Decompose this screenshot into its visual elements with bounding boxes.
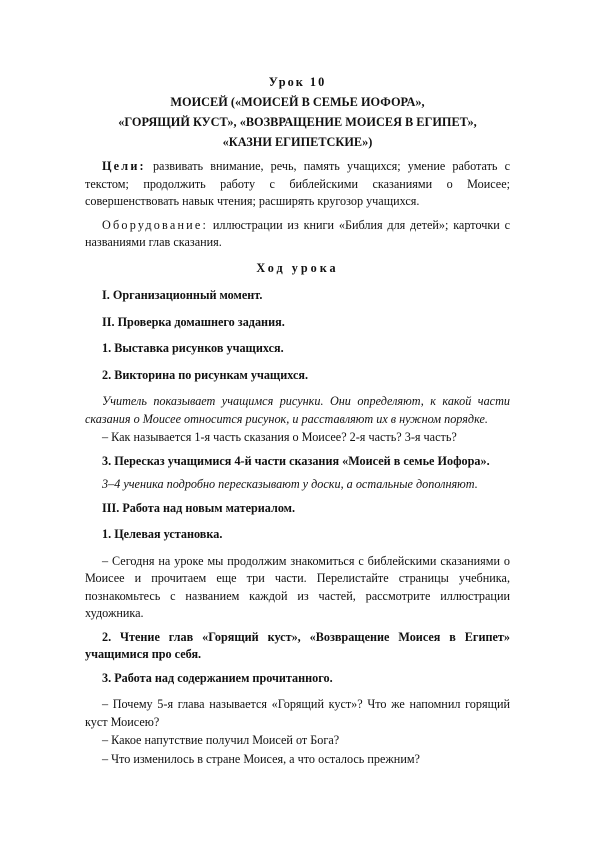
lesson-number: Урок 10 (268, 75, 327, 89)
section-2-2-note: Учитель показывает учащимся рисунки. Они определяют, к какой части сказания о Моисее относится рисунок, и расставляют их в нужном порядке. (85, 394, 510, 426)
section-2-2-heading: 2. Викторина по рисункам учащихся. (102, 367, 309, 382)
section-3-1-heading: 1. Целевая установка. (102, 527, 223, 541)
title-line-2: «ГОРЯЩИЙ КУСТ», «ВОЗВРАЩЕНИЕ МОИСЕЯ В ЕГИПЕТ», (118, 115, 477, 129)
equipment-label: Оборудование: (102, 217, 209, 232)
question-3: – Что изменилось в стране Моисея, а что осталось прежним? (102, 751, 420, 766)
section-3-2-heading: 2. Чтение глав «Горящий куст», «Возвращение Моисея в Египет» учащимися про себя. (85, 629, 510, 661)
section-2-3-heading: 3. Пересказ учащимися 4-й части сказания «Моисей в семье Иофора». (102, 453, 490, 468)
section-2-3-note: 3–4 ученика подробно пересказывают у доски, а остальные дополняют. (102, 477, 478, 491)
question-1: – Почему 5-я глава называется «Горящий куст»? Что же напомнил горящий куст Моисею? (85, 697, 510, 729)
goals-label: Цели: (102, 159, 146, 173)
goals-text: развивать внимание, речь, память учащихся; умение работать с текстом; продолжить работу с библейскими сказаниями о Моисее; совершенствовать навык чтения; расширять кругозор учащихся. (85, 159, 511, 208)
lesson-title-block (90, 72, 505, 152)
equipment-paragraph (85, 217, 510, 252)
question-2: – Какое напутствие получил Моисей от Бога? (102, 733, 340, 747)
course-heading: Ход урока (256, 260, 339, 275)
section-2-2-question: – Как называется 1-я часть сказания о Моисее? 2-я часть? 3-я часть? (102, 430, 457, 444)
section-3-heading: III. Работа над новым материалом. (102, 500, 296, 515)
title-line-3: «КАЗНИ ЕГИПЕТСКИЕ») (222, 135, 373, 149)
section-2-1-heading: 1. Выставка рисунков учащихся. (102, 341, 284, 355)
lesson-content (85, 158, 510, 769)
goals-paragraph (85, 158, 510, 211)
section-3-1-text: – Сегодня на уроке мы продолжим знакомиться с библейскими сказаниями о Моисее и прочитаем еще три части. Перелистайте страницы учебника, познакомьтесь с названием каждой из частей, рассмотрите иллюстрации художника. (85, 553, 510, 620)
equipment-text: иллюстрации из книги «Библия для детей»; карточки с названиями глав сказания. (85, 217, 510, 249)
section-3-3-heading: 3. Работа над содержанием прочитанного. (102, 670, 333, 685)
title-line-1: МОИСЕЙ («МОИСЕЙ В СЕМЬЕ ИОФОРА», (170, 95, 425, 109)
section-1-heading: I. Организационный момент. (102, 288, 263, 302)
section-2-heading: II. Проверка домашнего задания. (102, 314, 285, 329)
